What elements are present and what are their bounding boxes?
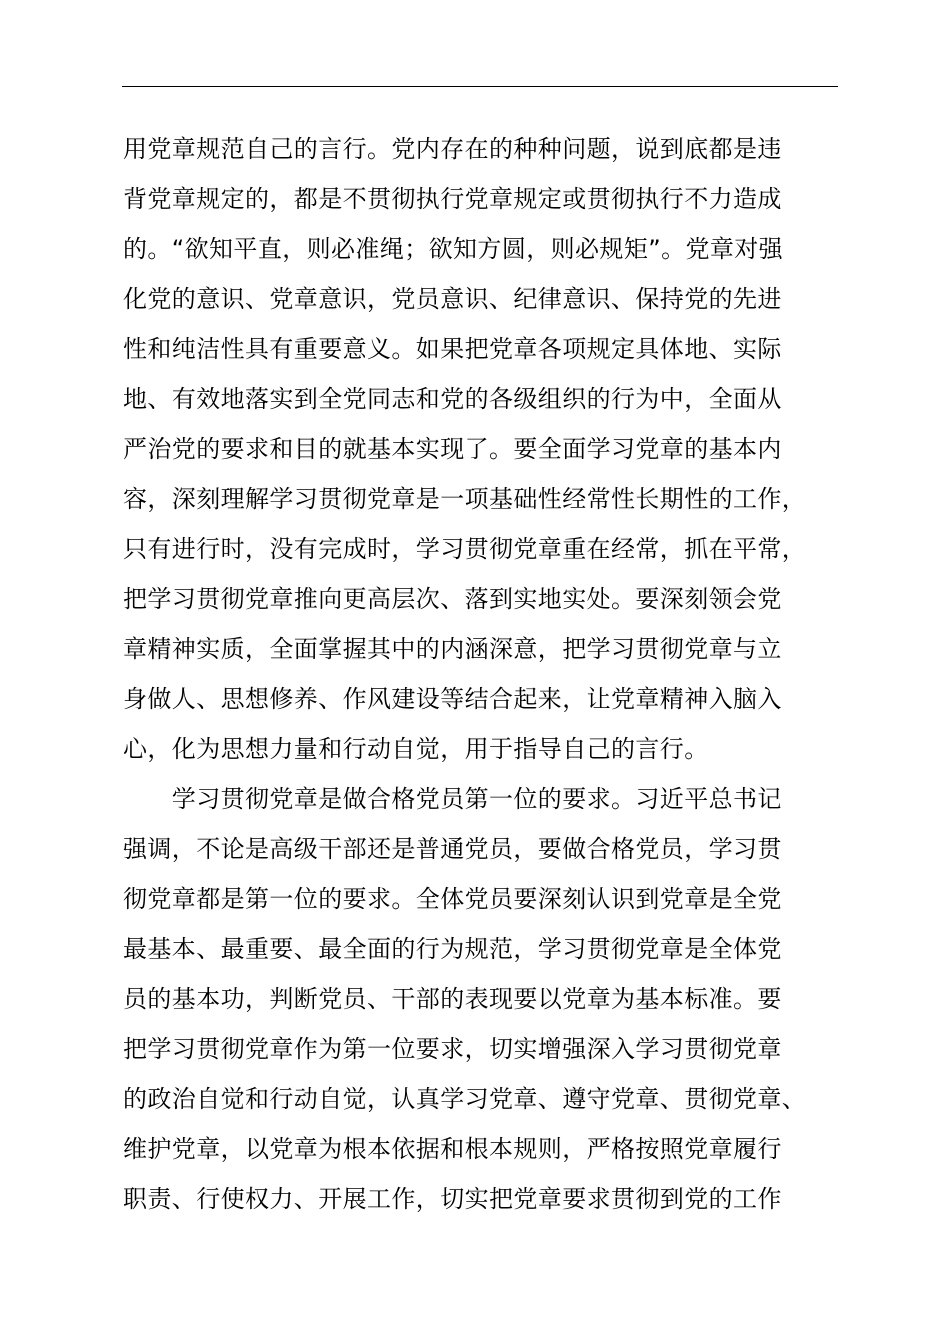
text-line: 心，化为思想力量和行动自觉，用于指导自己的言行。 [123,735,709,763]
text-line: 化党的意识、党章意识，党员意识、纪律意识、保持党的先进 [123,285,782,313]
text-line: 把学习贯彻党章作为第一位要求，切实增强深入学习贯彻党章 [123,1035,782,1063]
text-line: 背党章规定的，都是不贯彻执行党章规定或贯彻执行不力造成 [123,185,782,213]
text-line: 章精神实质，全面掌握其中的内涵深意，把学习贯彻党章与立 [123,635,782,663]
text-line: 严治党的要求和目的就基本实现了。要全面学习党章的基本内 [123,435,782,463]
text-line: 强调，不论是高级干部还是普通党员，要做合格党员，学习贯 [123,835,782,863]
text-line: 员的基本功，判断党员、干部的表现要以党章为基本标准。要 [123,985,782,1013]
text-line: 的。“欲知平直，则必准绳；欲知方圆，则必规矩”。党章对强 [123,235,784,263]
document-body [123,124,863,1224]
text-line: 彻党章都是第一位的要求。全体党员要深刻认识到党章是全党 [123,885,782,913]
text-line: 最基本、最重要、最全面的行为规范，学习贯彻党章是全体党 [123,935,782,963]
text-line: 身做人、思想修养、作风建设等结合起来，让党章精神入脑入 [123,685,782,713]
text-line: 只有进行时，没有完成时，学习贯彻党章重在经常，抓在平常， [123,535,807,563]
paragraph-start-line: 学习贯彻党章是做合格党员第一位的要求。习近平总书记 [123,785,782,813]
text-line: 用党章规范自己的言行。党内存在的种种问题，说到底都是违 [123,135,782,163]
text-line: 的政治自觉和行动自觉，认真学习党章、遵守党章、贯彻党章、 [123,1085,807,1113]
text-line: 维护党章，以党章为根本依据和根本规则，严格按照党章履行 [123,1135,782,1163]
text-line: 性和纯洁性具有重要意义。如果把党章各项规定具体地、实际 [123,335,782,363]
text-line: 地、有效地落实到全党同志和党的各级组织的行为中，全面从 [123,385,782,413]
text-line: 职责、行使权力、开展工作，切实把党章要求贯彻到党的工作 [123,1185,782,1213]
text-line: 容，深刻理解学习贯彻党章是一项基础性经常性长期性的工作， [123,485,807,513]
header-rule [122,86,838,87]
text-line: 把学习贯彻党章推向更高层次、落到实地实处。要深刻领会党 [123,585,782,613]
